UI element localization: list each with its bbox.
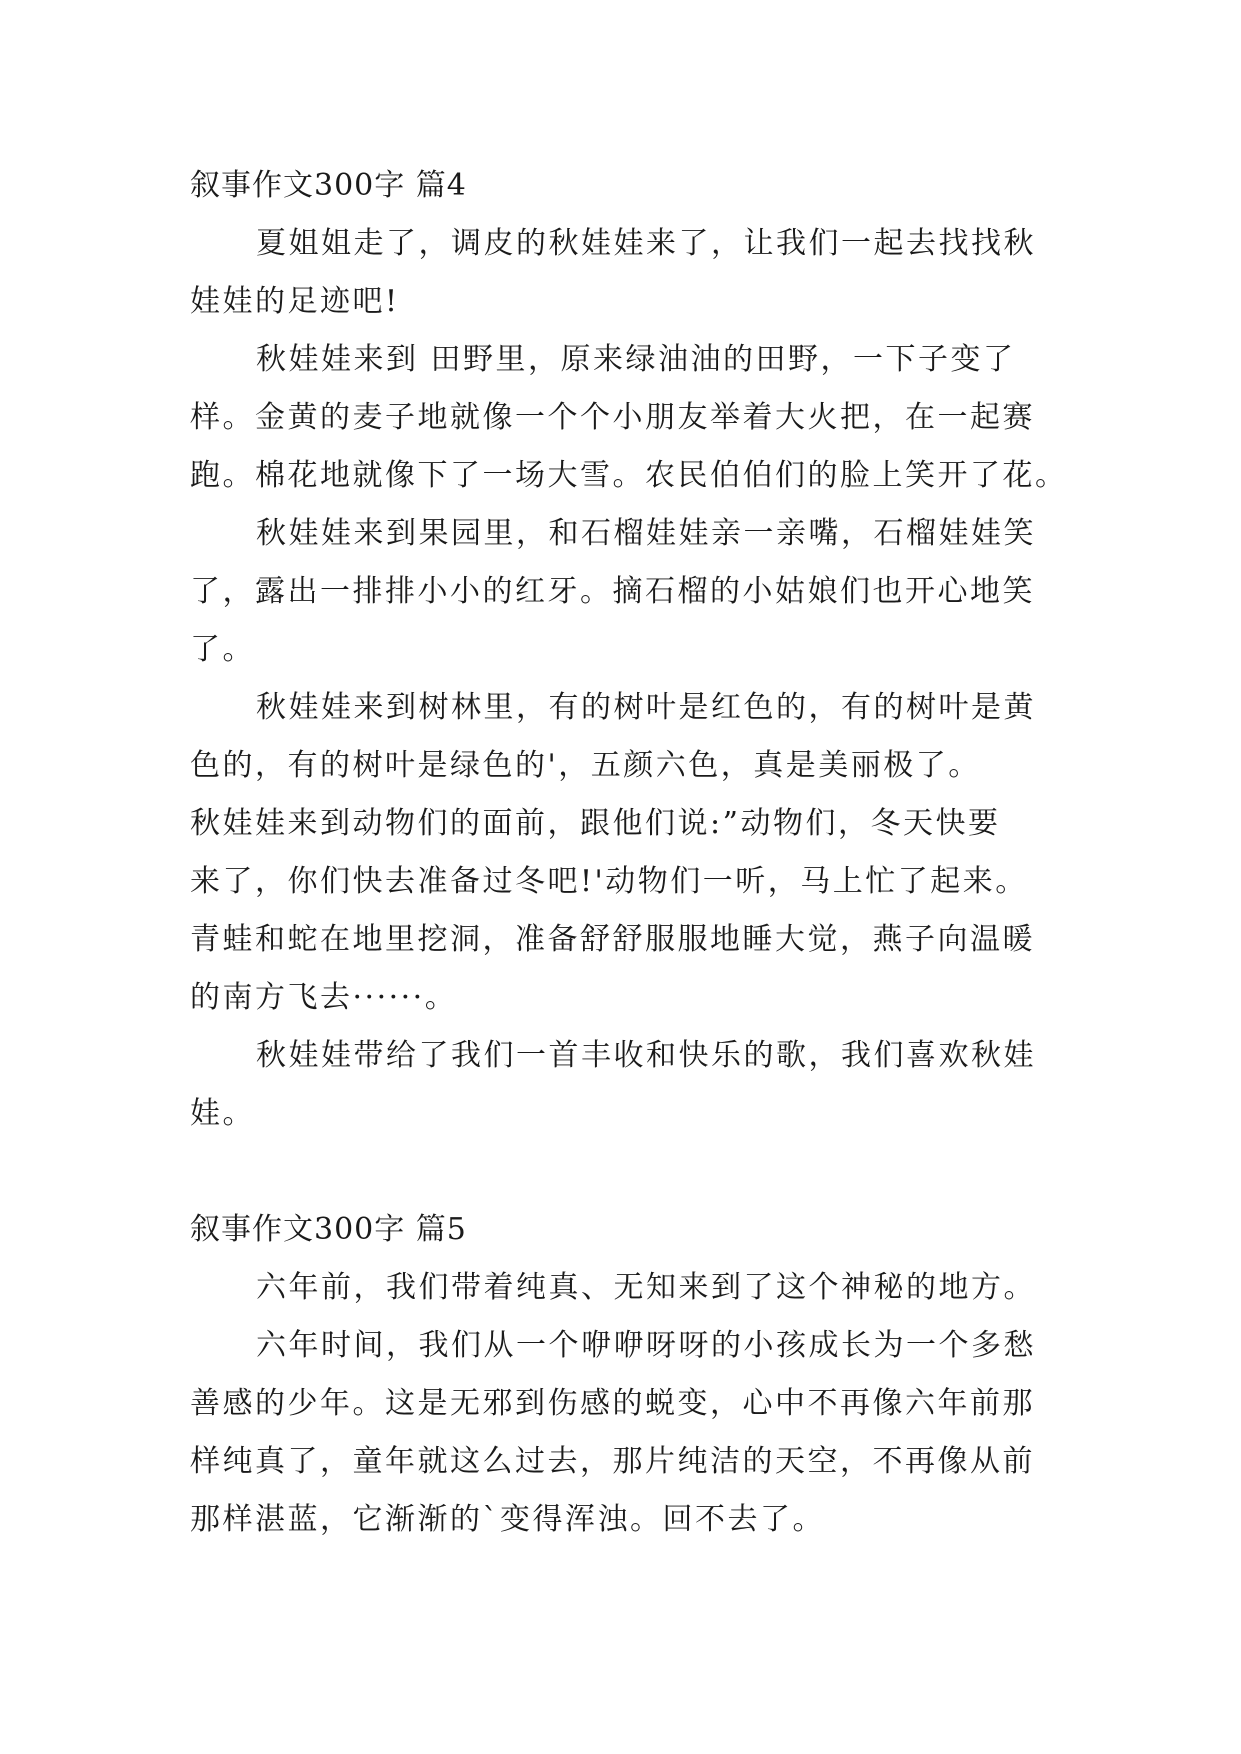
paragraph-line: 跑。棉花地就像下了一场大雪。农民伯伯们的脸上笑开了花。 — [190, 458, 1068, 493]
section-heading: 叙事作文300字 篇5 — [190, 1212, 467, 1247]
paragraph-line: 来了，你们快去准备过冬吧!'动物们一听，马上忙了起来。 — [190, 864, 1028, 899]
paragraph-line: 色的，有的树叶是绿色的'，五颜六色，真是美丽极了。 — [190, 748, 981, 783]
paragraph-line: 的南方飞去······。 — [190, 980, 458, 1015]
paragraph-line: 秋娃娃来到 田野里，原来绿油油的田野，一下子变了 — [256, 342, 1016, 377]
paragraph-line: 秋娃娃来到动物们的面前，跟他们说:”动物们，冬天快要 — [190, 806, 1001, 841]
paragraph-line: 秋娃娃带给了我们一首丰收和快乐的歌，我们喜欢秋娃 — [256, 1038, 1036, 1073]
paragraph-line: 娃。 — [190, 1096, 255, 1131]
paragraph-line: 六年前，我们带着纯真、无知来到了这个神秘的地方。 — [256, 1270, 1036, 1305]
paragraph-line: 了。 — [190, 632, 255, 667]
paragraph-line: 善感的少年。这是无邪到伤感的蜕变，心中不再像六年前那 — [190, 1386, 1035, 1421]
paragraph-line: 青蛙和蛇在地里挖洞，准备舒舒服服地睡大觉，燕子向温暖 — [190, 922, 1035, 957]
paragraph-line: 六年时间，我们从一个咿咿呀呀的小孩成长为一个多愁 — [256, 1328, 1036, 1363]
paragraph-line: 夏姐姐走了，调皮的秋娃娃来了，让我们一起去找找秋 — [256, 226, 1036, 261]
paragraph-line: 了，露出一排排小小的红牙。摘石榴的小姑娘们也开心地笑 — [190, 574, 1035, 609]
paragraph-line: 样纯真了，童年就这么过去，那片纯洁的天空，不再像从前 — [190, 1444, 1035, 1479]
paragraph-line: 秋娃娃来到树林里，有的树叶是红色的，有的树叶是黄 — [256, 690, 1036, 725]
paragraph-line: 那样湛蓝，它渐渐的`变得浑浊。回不去了。 — [190, 1502, 825, 1537]
paragraph-line: 样。金黄的麦子地就像一个个小朋友举着大火把，在一起赛 — [190, 400, 1035, 435]
paragraph-line: 娃娃的足迹吧! — [190, 284, 400, 319]
paragraph-line: 秋娃娃来到果园里，和石榴娃娃亲一亲嘴，石榴娃娃笑 — [256, 516, 1036, 551]
section-heading: 叙事作文300字 篇4 — [190, 168, 467, 203]
